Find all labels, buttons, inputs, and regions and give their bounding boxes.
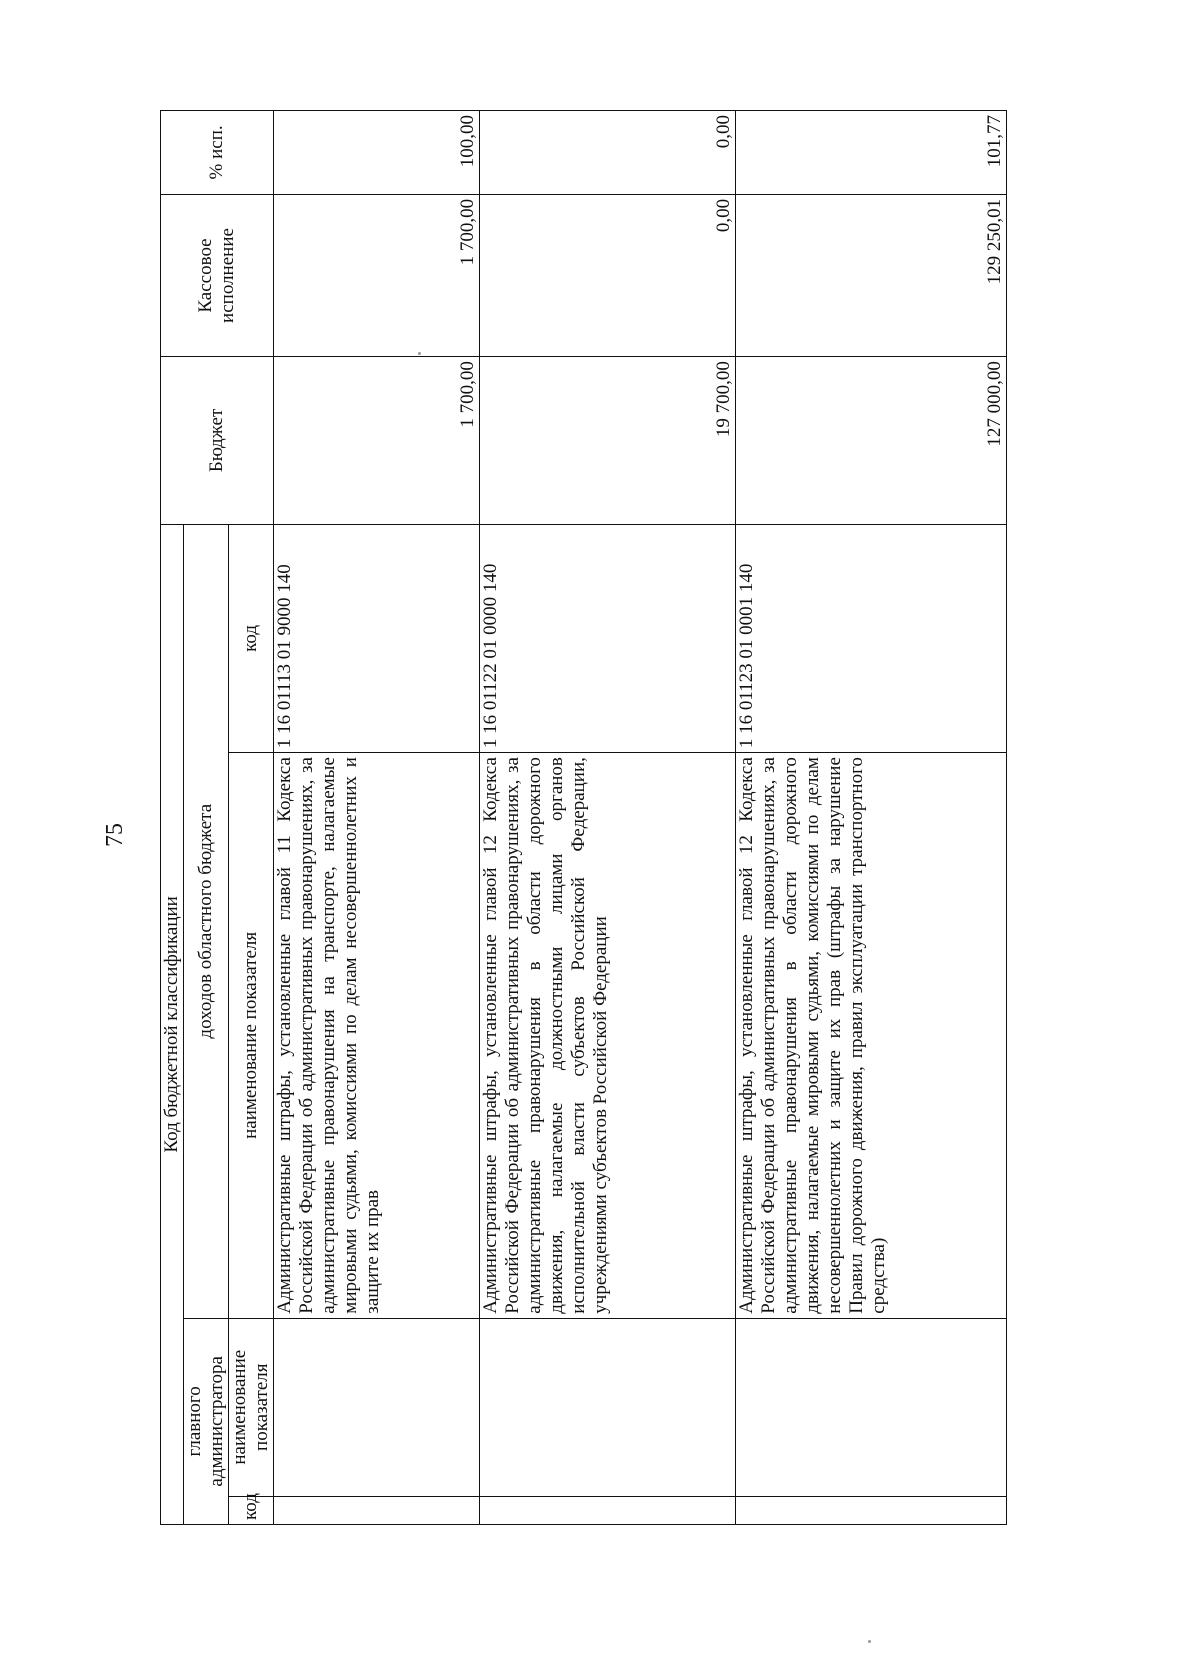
header-classification-code: Код бюджетной классификации xyxy=(161,524,184,1524)
admin-name-cell xyxy=(480,1318,736,1496)
percent-cell: 100,00 xyxy=(274,111,480,195)
table-row xyxy=(736,111,1007,1525)
income-code-cell: 1 16 01113 01 9000 140 xyxy=(274,524,480,752)
budget-cell: 1 700,00 xyxy=(274,357,480,525)
header-row-1 xyxy=(161,111,184,1525)
indicator-name-cell: Административные штрафы, установленные главой 12 Кодекса Российской Федерации об административных правонарушениях, за административные правонарушения в области дорожного движения, налагаемые должностными лицами органов исполнительной власти субъектов Российской Федерации, учреждениями субъектов Российской Федерации xyxy=(480,753,736,1319)
page-number: 75 xyxy=(102,823,128,847)
rotated-page-content xyxy=(160,110,1070,1525)
header-admin-name: наименование показателя xyxy=(229,1318,274,1496)
header-cash-execution: Кассовое исполнение xyxy=(161,194,274,356)
table-row xyxy=(480,111,736,1525)
header-admin-code: код xyxy=(229,1496,274,1524)
scan-speck xyxy=(418,352,421,355)
indicator-name-cell: Административные штрафы, установленные главой 11 Кодекса Российской Федерации об административных правонарушениях, за административные правонарушения на транспорте, налагаемые мировыми судьями, комиссиями по делам несовершеннолетних и защите их прав xyxy=(274,753,480,1319)
indicator-name-cell: Административные штрафы, установленные главой 12 Кодекса Российской Федерации об административных правонарушениях, за административные правонарушения в области дорожного движения, налагаемые мировыми судьями, комиссиями по делам несовершеннолетних и защите их прав (штрафы за нарушение Правил дорожного движения, правил эксплуатации транспортного средства) xyxy=(736,753,1007,1319)
scan-speck xyxy=(868,1640,871,1643)
income-code-cell: 1 16 01122 01 0000 140 xyxy=(480,524,736,752)
percent-cell: 0,00 xyxy=(480,111,736,195)
admin-name-cell xyxy=(274,1318,480,1496)
header-regional-income: доходов областного бюджета xyxy=(184,524,229,1318)
table-row xyxy=(274,111,480,1525)
percent-cell: 101,77 xyxy=(736,111,1007,195)
admin-name-cell xyxy=(736,1318,1007,1496)
header-budget: Бюджет xyxy=(161,357,274,525)
header-chief-administrator: главного администратора xyxy=(184,1318,229,1524)
budget-table xyxy=(160,110,1007,1525)
income-code-cell: 1 16 01123 01 0001 140 xyxy=(736,524,1007,752)
admin-code-cell xyxy=(736,1496,1007,1524)
admin-code-cell xyxy=(274,1496,480,1524)
execution-cell: 1 700,00 xyxy=(274,194,480,356)
header-indicator-name: наименование показателя xyxy=(229,753,274,1319)
execution-cell: 0,00 xyxy=(480,194,736,356)
execution-cell: 129 250,01 xyxy=(736,194,1007,356)
header-income-code: код xyxy=(229,524,274,752)
budget-cell: 127 000,00 xyxy=(736,357,1007,525)
header-percent: % исп. xyxy=(161,111,274,195)
admin-code-cell xyxy=(480,1496,736,1524)
budget-cell: 19 700,00 xyxy=(480,357,736,525)
